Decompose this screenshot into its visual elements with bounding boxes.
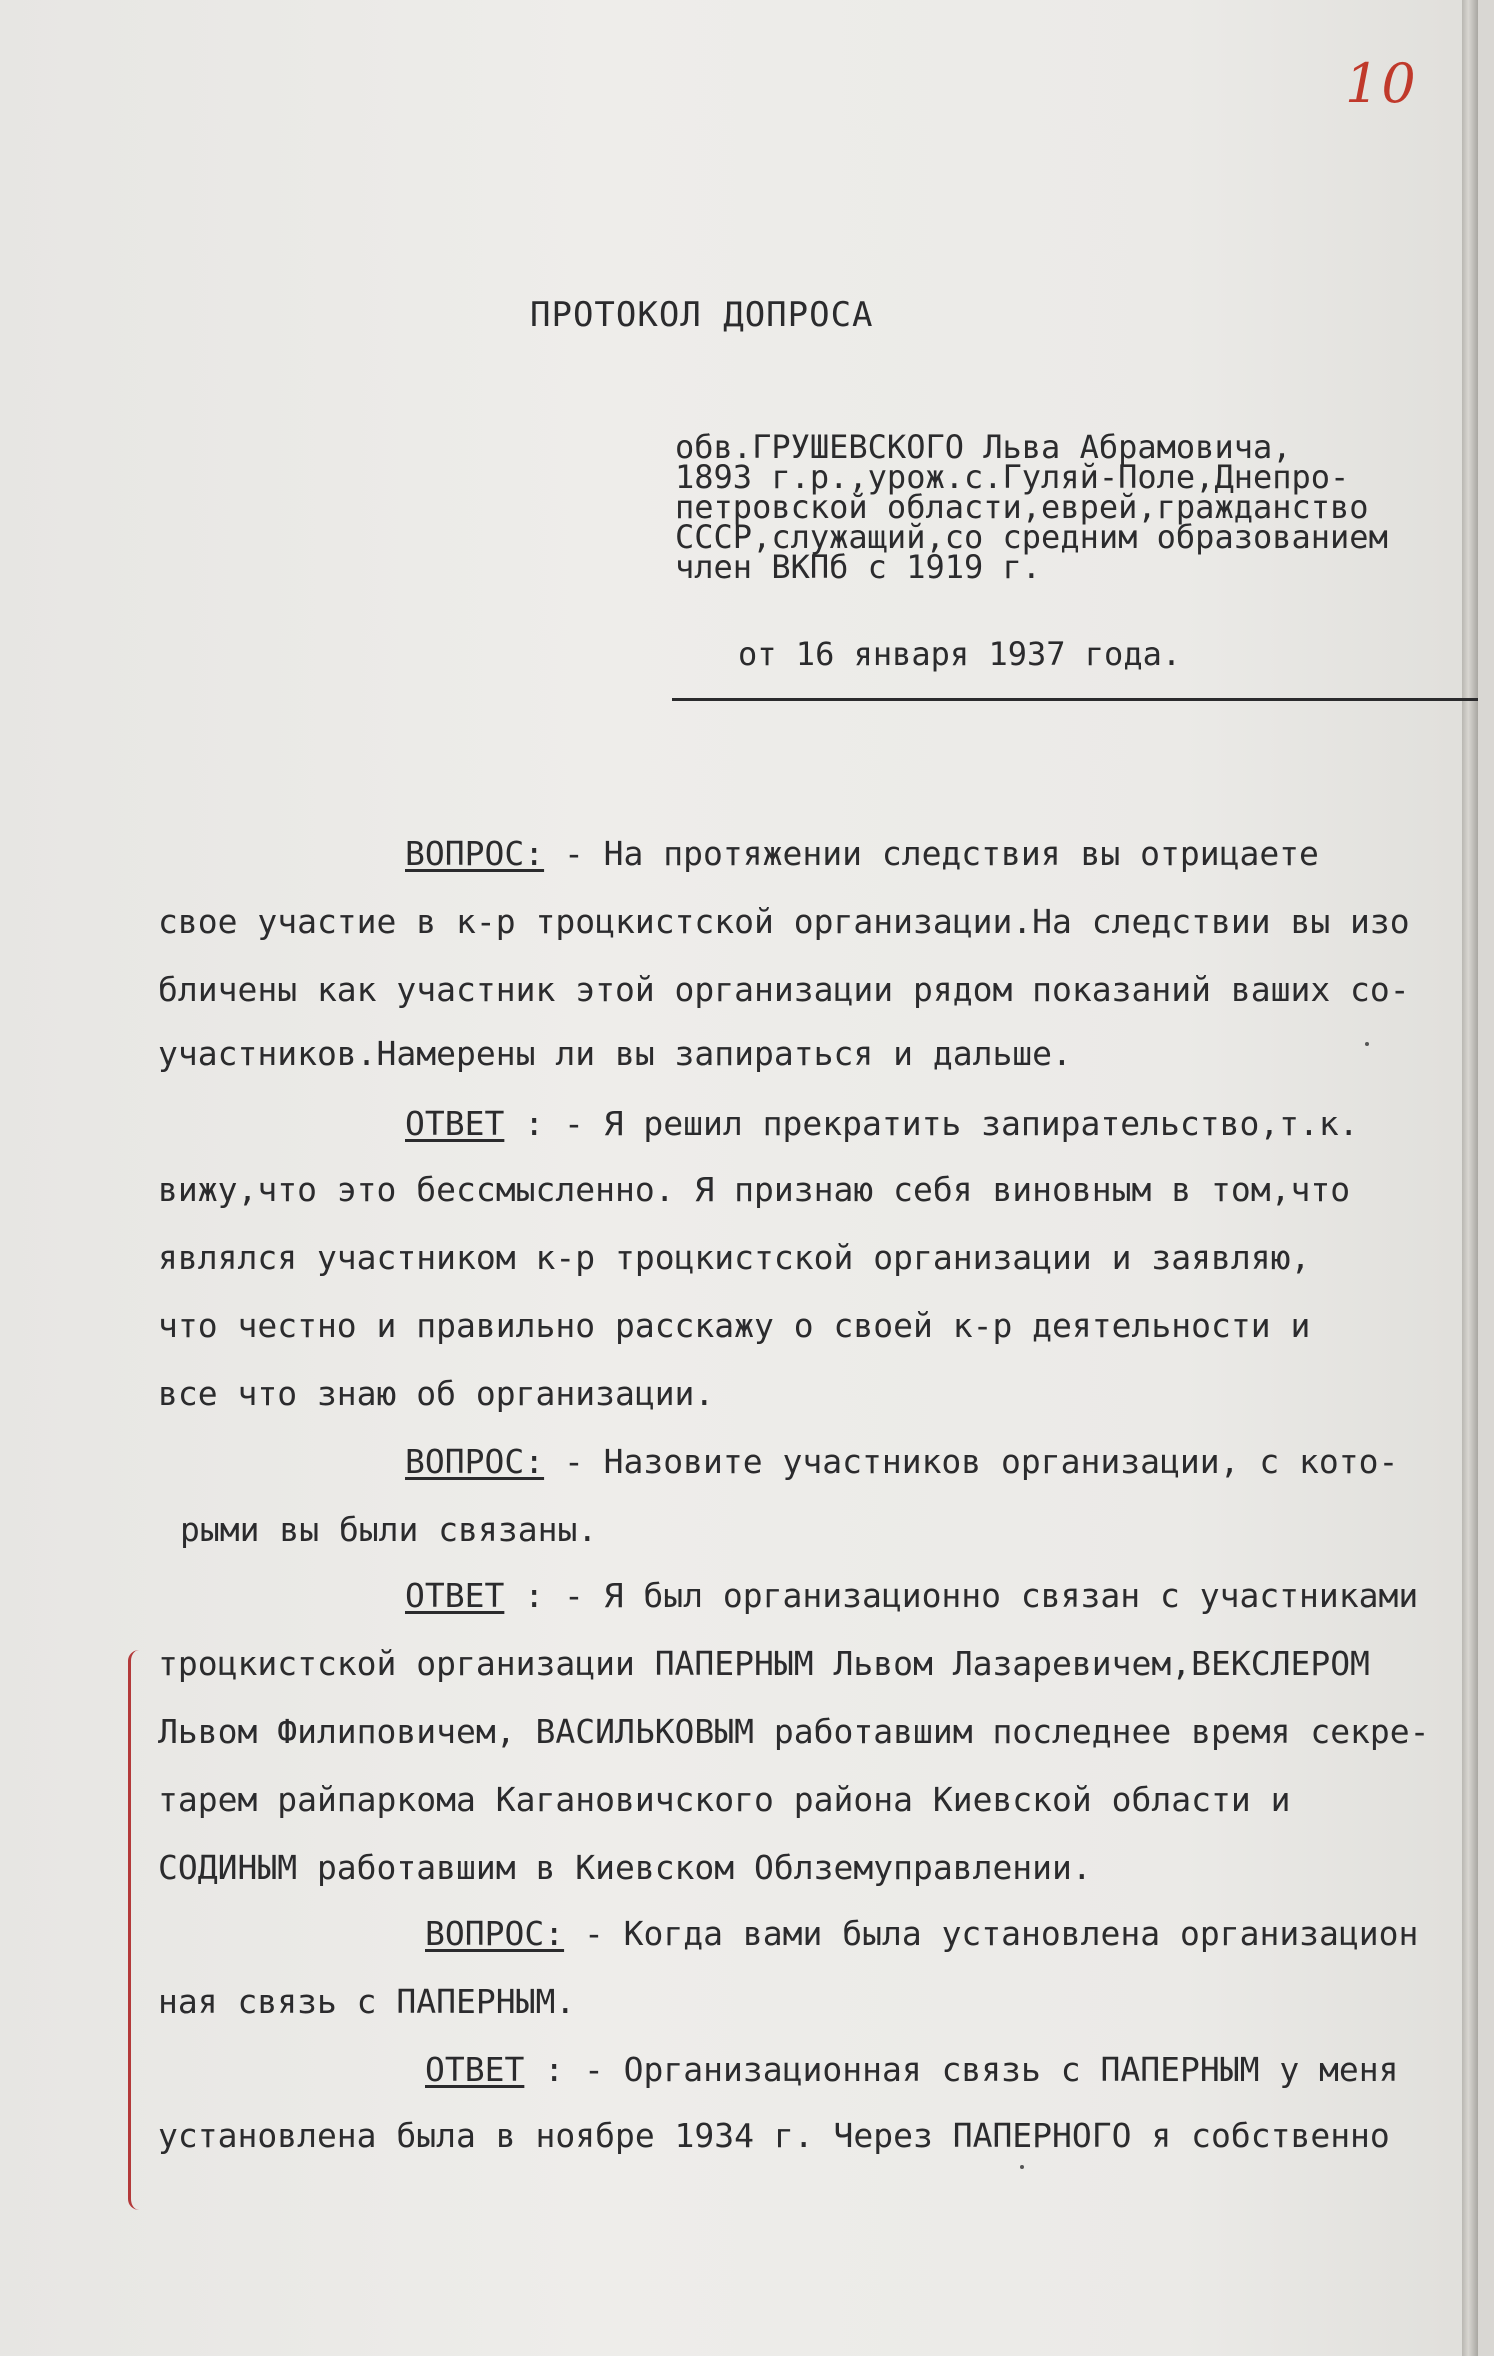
line-text: что честно и правильно расскажу о своей к-р деятельности и bbox=[158, 1306, 1311, 1345]
line-text: все что знаю об организации. bbox=[158, 1374, 715, 1413]
line-label: ОТВЕТ bbox=[405, 1104, 505, 1143]
text-line bbox=[405, 1106, 1359, 1142]
text-line bbox=[158, 1782, 1290, 1818]
text-line bbox=[158, 1984, 575, 2020]
text-line bbox=[425, 2052, 1399, 2088]
text-line bbox=[158, 1850, 1092, 1886]
document-title: ПРОТОКОЛ ДОПРОСА bbox=[530, 295, 874, 335]
line-text: - Когда вами была установлена организацион bbox=[564, 1914, 1419, 1953]
line-text: свое участие в к-р троцкистской организации.На следствии вы изо bbox=[158, 902, 1410, 941]
subject-line: 1893 г.р.,урож.с.Гуляй-Поле,Днепро- bbox=[675, 458, 1350, 496]
line-text: : - Я решил прекратить запирательство,т.к. bbox=[504, 1104, 1359, 1143]
text-line bbox=[425, 1916, 1418, 1952]
line-text: СОДИНЫМ работавшим в Киевском Облземуправлении. bbox=[158, 1848, 1092, 1887]
line-text: рыми вы были связаны. bbox=[180, 1510, 598, 1549]
line-label: ОТВЕТ bbox=[405, 1576, 505, 1615]
line-text: тарем райпаркома Кагановичского района Киевской области и bbox=[158, 1780, 1291, 1819]
line-text: : - Я был организационно связан с участниками bbox=[504, 1576, 1419, 1615]
text-line bbox=[158, 972, 1410, 1008]
text-line bbox=[180, 1512, 597, 1548]
line-label: ВОПРОС: bbox=[405, 1442, 545, 1481]
line-text: - На протяжении следствия вы отрицаете bbox=[544, 834, 1319, 873]
text-line bbox=[158, 1376, 714, 1412]
document-date: от 16 января 1937 года. bbox=[738, 635, 1182, 673]
text-line bbox=[158, 1308, 1310, 1344]
line-text: : - Организационная связь с ПАПЕРНЫМ у меня bbox=[524, 2050, 1399, 2089]
text-line bbox=[158, 904, 1410, 940]
text-line bbox=[405, 836, 1319, 872]
line-text: Львом Филиповичем, ВАСИЛЬКОВЫМ работавшим последнее время секре- bbox=[158, 1712, 1430, 1751]
line-label: ВОПРОС: bbox=[425, 1914, 565, 1953]
subject-line: СССР,служащий,со средним образованием bbox=[675, 518, 1388, 556]
line-text: вижу,что это бессмысленно. Я признаю себя виновным в том,что bbox=[158, 1170, 1351, 1209]
line-text: - Назовите участников организации, с кото- bbox=[544, 1442, 1399, 1481]
line-text: ная связь с ПАПЕРНЫМ. bbox=[158, 1982, 576, 2021]
text-line bbox=[158, 1714, 1430, 1750]
line-text: троцкистской организации ПАПЕРНЫМ Львом Лазаревичем,ВЕКСЛЕРОМ bbox=[158, 1644, 1370, 1683]
line-text: являлся участником к-р троцкистской организации и заявляю, bbox=[158, 1238, 1311, 1277]
text-line bbox=[158, 1172, 1350, 1208]
line-label: ВОПРОС: bbox=[405, 834, 545, 873]
subject-line: член ВКПб с 1919 г. bbox=[675, 548, 1042, 586]
text-line bbox=[158, 1036, 1072, 1072]
subject-line: петровской области,еврей,гражданство bbox=[675, 488, 1369, 526]
line-text: бличены как участник этой организации рядом показаний ваших со- bbox=[158, 970, 1410, 1009]
text-line bbox=[405, 1578, 1418, 1614]
text-line bbox=[158, 1240, 1310, 1276]
page-number: 10 bbox=[1345, 52, 1418, 115]
line-label: ОТВЕТ bbox=[425, 2050, 525, 2089]
subject-line: обв.ГРУШЕВСКОГО Льва Абрамовича, bbox=[675, 428, 1292, 466]
text-line bbox=[405, 1444, 1398, 1480]
text-line bbox=[158, 1646, 1370, 1682]
text-line bbox=[158, 2118, 1390, 2154]
line-text: установлена была в ноябре 1934 г. Через ПАПЕРНОГО я собственно bbox=[158, 2116, 1390, 2155]
line-text: участников.Намерены ли вы запираться и дальше. bbox=[158, 1034, 1072, 1073]
